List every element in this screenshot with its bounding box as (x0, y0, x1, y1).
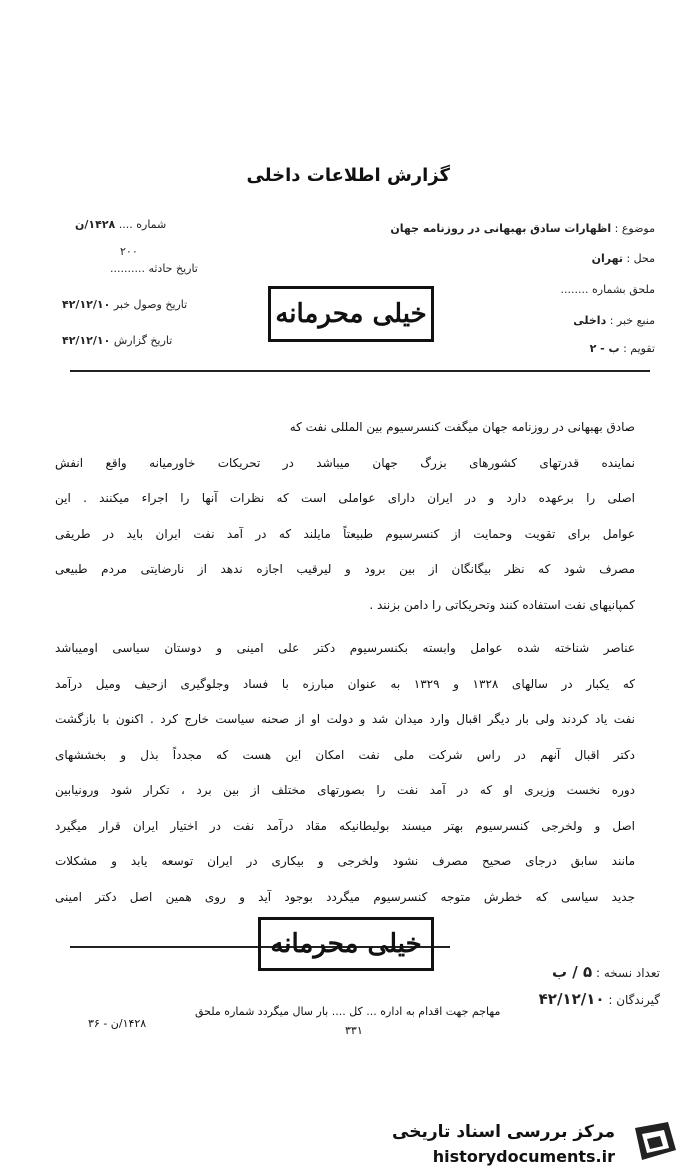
receipt-date-label: تاریخ وصول خبر (113, 298, 188, 311)
number-row: شماره .... ۱۴۲۸/ن (75, 218, 167, 231)
archive-url: historydocuments.ir (432, 1147, 615, 1166)
attachment-label: ملحق بشماره (592, 283, 655, 296)
rating-label: تقویم (630, 342, 655, 355)
report-date-label: تاریخ گزارش (113, 334, 173, 347)
report-title: گزارش اطلاعات داخلی (246, 165, 450, 186)
source-value: داخلی (573, 314, 607, 327)
place-row: محل : تهران (591, 252, 655, 265)
report-date-value: ۴۲/۱۲/۱۰ (62, 334, 111, 347)
body-line: اصلی را برعهده دارد و در ایران دارای عواملی است که نظرات آنها را اجراء میکنند . این (55, 491, 635, 505)
number-value: ۱۴۲۸/ن (75, 218, 116, 231)
body-line: دوره نخست وزیری او که در آمد نفت را بصورتهای مختلف از بین برد ، تکرار شود ورونیابین (55, 783, 635, 797)
body-line: عناصر شناخته شده عوامل وابسته بکنسرسیوم دکتر علی امینی و دوستان سیاسی اومیباشد (55, 641, 635, 655)
receipt-date-row (62, 298, 187, 311)
place-value: تهران (591, 252, 623, 265)
rating-row: تقویم : ب - ۲ (589, 342, 655, 355)
body-line: مانند سابق درجای صحیح مصرف نشود ولخرجی و بیکاری در ایران توسعه یابد و مشکلات (55, 854, 635, 868)
subject-label: موضوع (621, 222, 655, 235)
event-date-label: تاریخ حادثه (148, 262, 198, 275)
copies-value: ۵ / ب (552, 963, 593, 981)
number-label: شماره (136, 218, 167, 231)
copies-row (552, 963, 660, 981)
archive-name: مرکز بررسی اسناد تاریخی (392, 1122, 615, 1142)
body-line: صادق بهبهانی در روزنامه جهان میگفت کنسرسیوم بین المللی نفت که (289, 420, 635, 434)
header-divider (70, 370, 650, 372)
recipients-label: گیرندگان : (608, 993, 660, 1007)
event-date-row: تاریخ حادثه .......... (110, 262, 198, 275)
classification-stamp-bottom: خیلی محرمانه (258, 917, 434, 971)
rating-value: ب - ۲ (589, 342, 620, 355)
routing-note-number: ۳۳۱ (345, 1024, 363, 1037)
reference-number: ۱۴۲۸/ن - ۳۶ (88, 1017, 147, 1030)
receipt-date-value: ۴۲/۱۲/۱۰ (62, 298, 111, 311)
source-row: منبع خبر : داخلی (573, 314, 655, 327)
subject-row: موضوع : اظهارات سادق بهبهانی در روزنامه جهان (390, 222, 655, 235)
body-line: جدید سیاسی که خطرش متوجه کنسرسیوم میگردد بوجود آید و روی همین اصل دکتر امینی (55, 889, 635, 904)
body-line: عوامل برای تقویت وحمایت از کنسرسیوم طبیعتاً مایلند که در آمد نفت ایران باید در طریقی (55, 526, 635, 541)
attachment-row: ملحق بشماره ........ (560, 283, 655, 296)
body-line: نماینده قدرتهای کشورهای بزرگ جهان میباشد در تحریکات خاورمیانه واقع انفش (55, 455, 635, 470)
recipients-row (539, 990, 660, 1008)
body-line: دکتر اقبال آنهم در راس شرکت ملی نفت امکان این هست که مجدداً بذل و بخششهای (55, 747, 635, 762)
archive-logo-icon (630, 1120, 680, 1165)
body-line: که یکبار در سالهای ۱۳۲۸ و ۱۳۲۹ به عنوان مبارزه با فساد وجلوگیری ازحیف ومیل درآمد (55, 676, 635, 691)
event-date-value: ۲۰۰ (120, 245, 138, 258)
source-label: منبع خبر (616, 314, 655, 327)
classification-stamp-top: خیلی محرمانه (268, 286, 434, 342)
body-line: کمپانیهای نفت استفاده کنند وتحریکاتی را دامن بزنند . (369, 597, 635, 612)
recipients-value: ۴۲/۱۲/۱۰ (538, 990, 605, 1008)
subject-value: اظهارات سادق بهبهانی در روزنامه جهان (390, 222, 612, 235)
body-line: نفت یاد کردند ولی بار دیگر اقبال وارد میدان شد و دولت او از صحنه سیاست خارج کرد . اکنون با بازگشت (55, 712, 635, 726)
body-line: اصل و ولخرجی کنسرسیوم بهتر میسند بولیطانیکه مقاد درآمد نفت در اختیار ایران قرار میگیرد (55, 818, 635, 833)
routing-note: مهاجم جهت اقدام به اداره ... کل .... بار سال میگردد شماره ملحق (195, 1005, 501, 1018)
report-date-row (62, 334, 172, 347)
body-line: مصرف شود که نظر بیگانگان از بین برود و لیرقیب اجازه ندهد از نارضایتی مردم طبیعی (55, 562, 635, 576)
copies-label: تعداد نسخه : (595, 966, 660, 980)
place-label: محل (633, 252, 655, 265)
